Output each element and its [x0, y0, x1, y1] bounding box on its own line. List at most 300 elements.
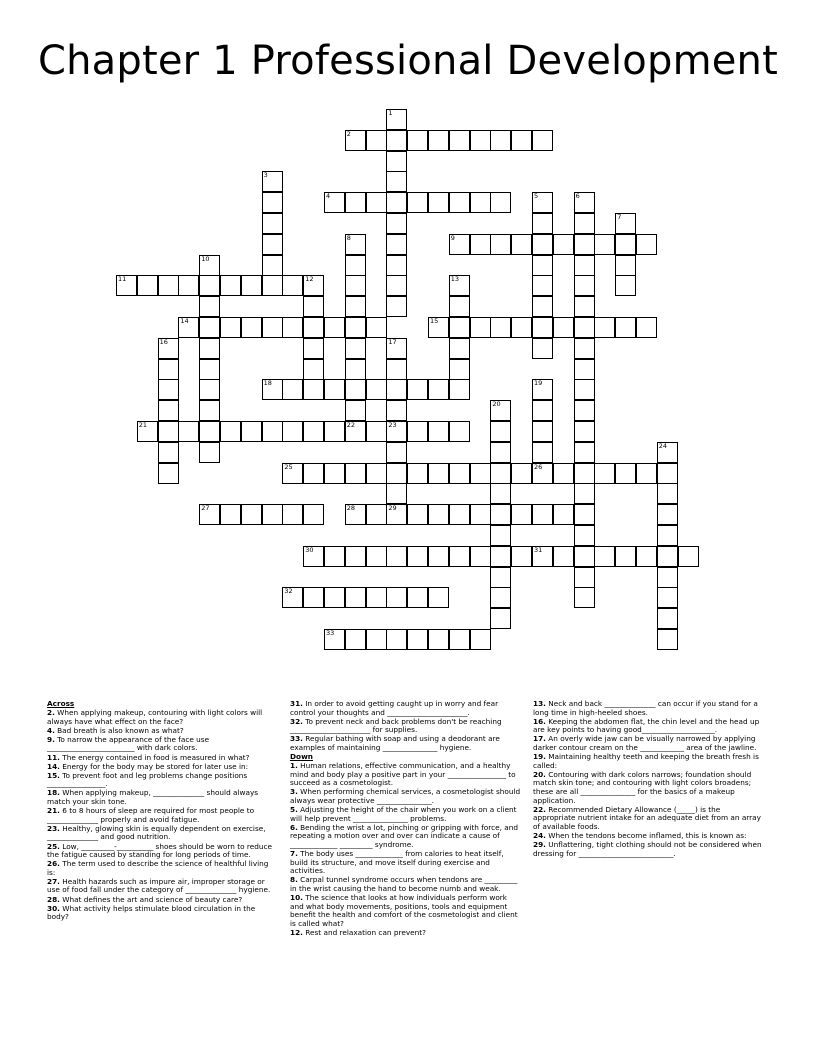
- clue-text: Energy for the body may be stored for later use in:: [59, 761, 249, 771]
- grid-cell[interactable]: [158, 275, 179, 296]
- clue-text: Carpal tunnel syndrome occurs when tendons are _________ in the wrist causing the hand to become numb and weak.: [290, 875, 518, 893]
- grid-cell[interactable]: [262, 317, 283, 338]
- grid-cell[interactable]: [615, 213, 636, 234]
- grid-cell[interactable]: [470, 504, 491, 525]
- grid-cell[interactable]: [532, 400, 553, 421]
- grid-cell[interactable]: [345, 130, 366, 151]
- clue-item: [290, 735, 522, 752]
- grid-cell[interactable]: [532, 192, 553, 213]
- clue-number: 4: [326, 192, 331, 201]
- grid-cell[interactable]: [428, 629, 449, 650]
- grid-cell[interactable]: [574, 359, 595, 380]
- grid-cell[interactable]: [345, 275, 366, 296]
- grid-cell[interactable]: [532, 442, 553, 463]
- grid-cell[interactable]: [449, 296, 470, 317]
- grid-cell[interactable]: [303, 587, 324, 608]
- grid-cell[interactable]: [594, 463, 615, 484]
- grid-cell[interactable]: [241, 275, 262, 296]
- clue-number: 23.: [47, 823, 60, 833]
- clue-item: [533, 806, 765, 832]
- grid-cell[interactable]: [158, 379, 179, 400]
- grid-cell[interactable]: [553, 546, 574, 567]
- grid-cell[interactable]: [657, 442, 678, 463]
- grid-cell[interactable]: [262, 192, 283, 213]
- grid-cell[interactable]: [594, 317, 615, 338]
- grid-cell[interactable]: [532, 234, 553, 255]
- grid-cell[interactable]: [345, 504, 366, 525]
- clue-text: Maintaining healthy teeth and keeping the breath fresh is called:: [533, 752, 759, 770]
- grid-cell[interactable]: [532, 275, 553, 296]
- grid-cell[interactable]: [324, 463, 345, 484]
- grid-cell[interactable]: [386, 151, 407, 172]
- grid-cell[interactable]: [386, 296, 407, 317]
- grid-cell[interactable]: [470, 317, 491, 338]
- grid-cell[interactable]: [511, 130, 532, 151]
- grid-cell[interactable]: [553, 463, 574, 484]
- clue-text: When applying makeup, ______________ should always match your skin tone.: [47, 788, 259, 807]
- grid-cell[interactable]: [574, 483, 595, 504]
- grid-cell[interactable]: [241, 504, 262, 525]
- grid-cell[interactable]: [262, 234, 283, 255]
- grid-cell[interactable]: [594, 234, 615, 255]
- grid-cell[interactable]: [470, 234, 491, 255]
- grid-cell[interactable]: [532, 379, 553, 400]
- grid-cell[interactable]: [678, 546, 699, 567]
- grid-cell[interactable]: [574, 192, 595, 213]
- clue-number: 6: [575, 192, 580, 201]
- grid-cell[interactable]: [345, 587, 366, 608]
- grid-cell[interactable]: [574, 338, 595, 359]
- grid-cell[interactable]: [386, 255, 407, 276]
- grid-cell[interactable]: [594, 546, 615, 567]
- grid-cell[interactable]: [407, 421, 428, 442]
- grid-cell[interactable]: [345, 359, 366, 380]
- clues-column-1: [47, 700, 279, 922]
- grid-cell[interactable]: [490, 442, 511, 463]
- grid-cell[interactable]: [490, 400, 511, 421]
- grid-cell[interactable]: [158, 463, 179, 484]
- grid-cell[interactable]: [490, 546, 511, 567]
- grid-cell[interactable]: [490, 234, 511, 255]
- clue-number: 14.: [47, 761, 60, 771]
- clue-number: 17: [388, 337, 397, 346]
- grid-cell[interactable]: [490, 567, 511, 588]
- clue-item: [533, 771, 765, 805]
- grid-cell[interactable]: [386, 587, 407, 608]
- grid-cell[interactable]: [178, 317, 199, 338]
- grid-cell[interactable]: [324, 192, 345, 213]
- grid-cell[interactable]: [532, 317, 553, 338]
- clue-number: 32: [284, 587, 293, 596]
- clue-text: To prevent neck and back problems don't be reaching ______________________ for supplies.: [290, 716, 502, 735]
- grid-cell[interactable]: [220, 275, 241, 296]
- grid-cell[interactable]: [386, 130, 407, 151]
- grid-cell[interactable]: [303, 275, 324, 296]
- grid-cell[interactable]: [262, 421, 283, 442]
- grid-cell[interactable]: [324, 379, 345, 400]
- grid-cell[interactable]: [282, 317, 303, 338]
- grid-cell[interactable]: [116, 275, 137, 296]
- clue-number: 1: [388, 109, 393, 117]
- grid-cell[interactable]: [574, 442, 595, 463]
- grid-cell[interactable]: [490, 525, 511, 546]
- grid-cell[interactable]: [345, 629, 366, 650]
- grid-cell[interactable]: [532, 130, 553, 151]
- grid-cell[interactable]: [199, 317, 220, 338]
- grid-cell[interactable]: [386, 546, 407, 567]
- grid-cell[interactable]: [657, 504, 678, 525]
- grid-cell[interactable]: [366, 629, 387, 650]
- grid-cell[interactable]: [449, 463, 470, 484]
- grid-cell[interactable]: [449, 359, 470, 380]
- grid-cell[interactable]: [303, 421, 324, 442]
- grid-cell[interactable]: [303, 338, 324, 359]
- grid-cell[interactable]: [532, 463, 553, 484]
- grid-cell[interactable]: [158, 400, 179, 421]
- clue-number: 19.: [533, 752, 546, 762]
- grid-cell[interactable]: [199, 359, 220, 380]
- grid-cell[interactable]: [137, 275, 158, 296]
- grid-cell[interactable]: [345, 296, 366, 317]
- grid-cell[interactable]: [449, 130, 470, 151]
- grid-cell[interactable]: [449, 317, 470, 338]
- grid-cell[interactable]: [241, 421, 262, 442]
- grid-cell[interactable]: [262, 255, 283, 276]
- grid-cell[interactable]: [532, 338, 553, 359]
- grid-cell[interactable]: [407, 192, 428, 213]
- clue-number: 13.: [533, 699, 546, 708]
- grid-cell[interactable]: [636, 234, 657, 255]
- grid-cell[interactable]: [657, 525, 678, 546]
- grid-cell[interactable]: [657, 608, 678, 629]
- grid-cell[interactable]: [386, 109, 407, 130]
- grid-cell[interactable]: [199, 421, 220, 442]
- grid-cell[interactable]: [241, 317, 262, 338]
- grid-cell[interactable]: [386, 504, 407, 525]
- grid-cell[interactable]: [345, 463, 366, 484]
- grid-cell[interactable]: [532, 504, 553, 525]
- grid-cell[interactable]: [574, 463, 595, 484]
- grid-cell[interactable]: [262, 504, 283, 525]
- grid-cell[interactable]: [282, 421, 303, 442]
- grid-cell[interactable]: [158, 338, 179, 359]
- grid-cell[interactable]: [449, 275, 470, 296]
- grid-cell[interactable]: [407, 463, 428, 484]
- grid-cell[interactable]: [199, 296, 220, 317]
- grid-cell[interactable]: [366, 587, 387, 608]
- grid-cell[interactable]: [303, 359, 324, 380]
- grid-cell[interactable]: [574, 400, 595, 421]
- grid-cell[interactable]: [553, 317, 574, 338]
- grid-cell[interactable]: [366, 463, 387, 484]
- grid-cell[interactable]: [574, 546, 595, 567]
- grid-cell[interactable]: [366, 421, 387, 442]
- grid-cell[interactable]: [657, 463, 678, 484]
- grid-cell[interactable]: [199, 400, 220, 421]
- grid-cell[interactable]: [386, 234, 407, 255]
- grid-cell[interactable]: [262, 275, 283, 296]
- grid-cell[interactable]: [470, 546, 491, 567]
- grid-cell[interactable]: [553, 234, 574, 255]
- grid-cell[interactable]: [574, 504, 595, 525]
- clue-number: 15.: [47, 770, 60, 780]
- grid-cell[interactable]: [511, 463, 532, 484]
- grid-cell[interactable]: [636, 317, 657, 338]
- grid-cell[interactable]: [449, 421, 470, 442]
- grid-cell[interactable]: [199, 504, 220, 525]
- grid-cell[interactable]: [657, 629, 678, 650]
- grid-cell[interactable]: [449, 546, 470, 567]
- grid-cell[interactable]: [636, 463, 657, 484]
- grid-cell[interactable]: [511, 234, 532, 255]
- clue-number: 21.: [47, 806, 60, 816]
- grid-cell[interactable]: [262, 171, 283, 192]
- grid-cell[interactable]: [574, 275, 595, 296]
- grid-cell[interactable]: [615, 275, 636, 296]
- grid-cell[interactable]: [574, 567, 595, 588]
- clue-number: 23: [388, 421, 397, 429]
- grid-cell[interactable]: [386, 338, 407, 359]
- grid-cell[interactable]: [574, 421, 595, 442]
- grid-cell[interactable]: [178, 421, 199, 442]
- grid-cell[interactable]: [220, 317, 241, 338]
- grid-cell[interactable]: [407, 130, 428, 151]
- grid-cell[interactable]: [366, 504, 387, 525]
- grid-cell[interactable]: [407, 587, 428, 608]
- grid-cell[interactable]: [636, 546, 657, 567]
- grid-cell[interactable]: [220, 504, 241, 525]
- grid-cell[interactable]: [470, 629, 491, 650]
- clue-number: 18.: [47, 788, 60, 798]
- grid-cell[interactable]: [366, 317, 387, 338]
- grid-cell[interactable]: [511, 317, 532, 338]
- grid-cell[interactable]: [386, 421, 407, 442]
- clue-item: [290, 788, 522, 805]
- grid-cell[interactable]: [158, 359, 179, 380]
- clue-item: [290, 700, 522, 717]
- grid-cell[interactable]: [574, 587, 595, 608]
- clue-item: [47, 843, 279, 860]
- grid-cell[interactable]: [262, 379, 283, 400]
- clue-number: 30.: [47, 903, 60, 913]
- grid-cell[interactable]: [345, 400, 366, 421]
- grid-cell[interactable]: [657, 546, 678, 567]
- grid-cell[interactable]: [199, 379, 220, 400]
- grid-cell[interactable]: [574, 234, 595, 255]
- grid-cell[interactable]: [407, 379, 428, 400]
- grid-cell[interactable]: [511, 504, 532, 525]
- grid-cell[interactable]: [615, 463, 636, 484]
- clue-text: Bad breath is also known as what?: [54, 725, 184, 735]
- grid-cell[interactable]: [490, 587, 511, 608]
- grid-cell[interactable]: [386, 400, 407, 421]
- grid-cell[interactable]: [532, 296, 553, 317]
- grid-cell[interactable]: [199, 255, 220, 276]
- grid-cell[interactable]: [490, 192, 511, 213]
- grid-cell[interactable]: [428, 130, 449, 151]
- grid-cell[interactable]: [449, 338, 470, 359]
- grid-cell[interactable]: [345, 234, 366, 255]
- grid-cell[interactable]: [428, 421, 449, 442]
- grid-cell[interactable]: [345, 317, 366, 338]
- clue-text: Contouring with dark colors narrows; foundation should match skin tone; and contouring with light colors broadens; these are all _______________ for the basics of a makeup application.: [533, 769, 752, 805]
- clue-number: 4.: [47, 725, 55, 735]
- grid-cell[interactable]: [490, 130, 511, 151]
- grid-cell[interactable]: [532, 213, 553, 234]
- clue-number: 2.: [47, 708, 55, 718]
- grid-cell[interactable]: [386, 379, 407, 400]
- grid-cell[interactable]: [220, 421, 241, 442]
- grid-cell[interactable]: [490, 608, 511, 629]
- grid-cell[interactable]: [303, 296, 324, 317]
- grid-cell[interactable]: [366, 546, 387, 567]
- grid-cell[interactable]: [324, 317, 345, 338]
- grid-cell[interactable]: [428, 546, 449, 567]
- clue-text: Human relations, effective communication, and a healthy mind and body play a positive part in your ________________ to succeed as a cosmetologist.: [290, 761, 516, 788]
- grid-cell[interactable]: [490, 463, 511, 484]
- grid-cell[interactable]: [470, 192, 491, 213]
- clue-number: 8: [346, 233, 351, 242]
- clue-text: To prevent foot and leg problems change positions ________________.: [47, 770, 248, 789]
- grid-cell[interactable]: [178, 275, 199, 296]
- clue-item: [290, 762, 522, 788]
- clue-number: 3: [263, 171, 268, 180]
- grid-cell[interactable]: [574, 317, 595, 338]
- clue-text: Neck and back ______________ can occur if you stand for a long time in high-heeled shoes.: [533, 699, 758, 717]
- grid-cell[interactable]: [615, 234, 636, 255]
- grid-cell[interactable]: [386, 213, 407, 234]
- grid-cell[interactable]: [657, 483, 678, 504]
- grid-cell[interactable]: [303, 504, 324, 525]
- grid-cell[interactable]: [428, 317, 449, 338]
- grid-cell[interactable]: [386, 463, 407, 484]
- grid-cell[interactable]: [137, 421, 158, 442]
- grid-cell[interactable]: [532, 255, 553, 276]
- clue-item: [47, 736, 279, 753]
- grid-cell[interactable]: [490, 317, 511, 338]
- clue-text: The science that looks at how individuals perform work and what body movements, positions, tools and equipment benefit the health and comfort of the cosmetologist and client is called what?: [290, 893, 518, 928]
- grid-cell[interactable]: [428, 504, 449, 525]
- grid-cell[interactable]: [282, 504, 303, 525]
- grid-cell[interactable]: [345, 255, 366, 276]
- grid-cell[interactable]: [345, 338, 366, 359]
- grid-cell[interactable]: [553, 504, 574, 525]
- grid-cell[interactable]: [282, 463, 303, 484]
- grid-cell[interactable]: [282, 275, 303, 296]
- clue-number: 22.: [533, 804, 546, 814]
- grid-cell[interactable]: [470, 463, 491, 484]
- grid-cell[interactable]: [657, 567, 678, 588]
- grid-cell[interactable]: [324, 421, 345, 442]
- clue-item: [533, 700, 765, 717]
- clue-item: [47, 772, 279, 789]
- grid-cell[interactable]: [574, 255, 595, 276]
- grid-cell[interactable]: [345, 379, 366, 400]
- grid-cell[interactable]: [615, 255, 636, 276]
- grid-cell[interactable]: [345, 546, 366, 567]
- grid-cell[interactable]: [532, 421, 553, 442]
- clue-number: 9: [450, 233, 455, 242]
- grid-cell[interactable]: [407, 546, 428, 567]
- grid-cell[interactable]: [574, 379, 595, 400]
- clue-number: 24: [658, 441, 668, 450]
- grid-cell[interactable]: [574, 296, 595, 317]
- grid-cell[interactable]: [449, 379, 470, 400]
- grid-cell[interactable]: [428, 463, 449, 484]
- clue-number: 9.: [47, 734, 55, 744]
- grid-cell[interactable]: [366, 379, 387, 400]
- grid-cell[interactable]: [386, 275, 407, 296]
- grid-cell[interactable]: [428, 379, 449, 400]
- grid-cell[interactable]: [532, 546, 553, 567]
- grid-cell[interactable]: [511, 546, 532, 567]
- grid-cell[interactable]: [282, 379, 303, 400]
- grid-cell[interactable]: [303, 317, 324, 338]
- grid-cell[interactable]: [345, 192, 366, 213]
- clue-number: 22: [346, 421, 356, 429]
- clue-number: 27.: [47, 876, 60, 886]
- grid-cell[interactable]: [262, 213, 283, 234]
- grid-cell[interactable]: [386, 192, 407, 213]
- grid-cell[interactable]: [386, 359, 407, 380]
- grid-cell[interactable]: [574, 213, 595, 234]
- grid-cell[interactable]: [158, 442, 179, 463]
- grid-cell[interactable]: [366, 192, 387, 213]
- grid-cell[interactable]: [386, 629, 407, 650]
- grid-cell[interactable]: [303, 379, 324, 400]
- grid-cell[interactable]: [490, 421, 511, 442]
- grid-cell[interactable]: [449, 192, 470, 213]
- grid-cell[interactable]: [386, 442, 407, 463]
- grid-cell[interactable]: [615, 317, 636, 338]
- grid-cell[interactable]: [386, 171, 407, 192]
- grid-cell[interactable]: [449, 234, 470, 255]
- grid-cell[interactable]: [386, 483, 407, 504]
- clue-number: 10.: [290, 893, 303, 903]
- clue-number: 29: [388, 504, 397, 513]
- grid-cell[interactable]: [574, 525, 595, 546]
- grid-cell[interactable]: [470, 130, 491, 151]
- grid-cell[interactable]: [615, 546, 636, 567]
- grid-cell[interactable]: [324, 587, 345, 608]
- clue-item: [47, 825, 279, 842]
- grid-cell[interactable]: [428, 192, 449, 213]
- grid-cell[interactable]: [428, 587, 449, 608]
- grid-cell[interactable]: [199, 275, 220, 296]
- grid-cell[interactable]: [303, 546, 324, 567]
- grid-cell[interactable]: [324, 546, 345, 567]
- grid-cell[interactable]: [407, 504, 428, 525]
- grid-cell[interactable]: [158, 421, 179, 442]
- grid-cell[interactable]: [490, 504, 511, 525]
- grid-cell[interactable]: [449, 504, 470, 525]
- grid-cell[interactable]: [303, 463, 324, 484]
- grid-cell[interactable]: [282, 587, 303, 608]
- grid-cell[interactable]: [199, 442, 220, 463]
- clue-text: Unflattering, tight clothing should not be considered when dressing for __________________________.: [533, 840, 762, 858]
- grid-cell[interactable]: [449, 629, 470, 650]
- clue-text: The body uses _____________ from calories to heat itself, build its structure, and move itself during exercise and activities.: [290, 849, 504, 876]
- grid-cell[interactable]: [199, 338, 220, 359]
- grid-cell[interactable]: [407, 629, 428, 650]
- grid-cell[interactable]: [366, 130, 387, 151]
- section-header-down: Down: [290, 752, 314, 762]
- grid-cell[interactable]: [324, 629, 345, 650]
- clue-number: 6.: [290, 822, 298, 832]
- grid-cell[interactable]: [657, 587, 678, 608]
- grid-cell[interactable]: [490, 483, 511, 504]
- grid-cell[interactable]: [345, 421, 366, 442]
